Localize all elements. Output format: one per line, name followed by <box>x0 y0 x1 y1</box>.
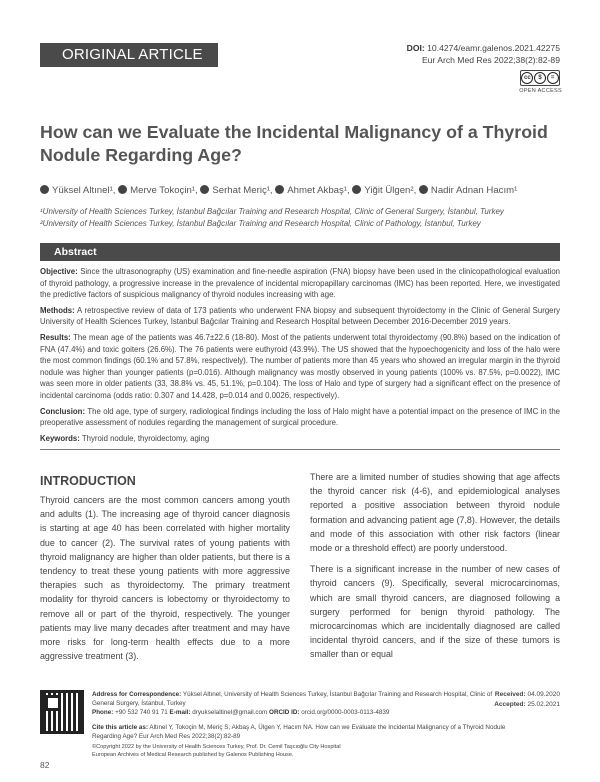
affiliation: ¹University of Health Sciences Turkey, İstanbul Bağcılar Training and Research Hospital, Clinic of General Surgery, İstanbul, Turkey <box>40 207 504 216</box>
abstract-body <box>40 266 560 448</box>
orcid-icon[interactable] <box>118 185 127 194</box>
article-title: How can we Evaluate the Incidental Malignancy of a Thyroid Nodule Regarding Age? <box>40 122 548 165</box>
orcid-icon[interactable] <box>40 185 49 194</box>
methods-label: Methods: <box>40 305 75 315</box>
left-column <box>40 493 290 670</box>
citation <box>92 723 512 741</box>
cc-license-icon: cc $ = <box>520 70 560 86</box>
affiliation: ²University of Health Sciences Turkey, İstanbul Bağcılar Training and Research Hospital, Clinic of Pathology, İstanbul, Turkey <box>40 219 481 228</box>
author: Serhat Meriç¹, <box>212 185 273 196</box>
conclusion-label: Conclusion: <box>40 406 86 416</box>
abstract-heading: Abstract <box>40 243 560 261</box>
correspondence-label: Address for Correspondence: <box>92 691 182 698</box>
doi-label: DOI: <box>406 43 425 53</box>
keywords-text: Thyroid nodule, thyroidectomy, aging <box>81 433 210 443</box>
results-text: The mean age of the patients was 46.7±22.6 (18-80). Most of the patients underwent total thyroidectomy (90.8%) based on the indication of FNA (47.4%) and toxic goiters (26.6%). The 76 patients were euthyroid (43.9%). The US showed that the hypoechogenicity and loss of the halo were the most common findings (60.1% and 57.8%, respectively). The number of patients more than 45 years who showed an irregular margin in the thyroid nodule was higher than younger patients (p=0.016). Although malignancy was mostly observed in young patients (100% vs. 87.5%, p=0.0022), IMC was seen more in older patients (33, 38.8% vs. 45, 51.1%, p=0.104). The loss of Halo and type of surgery had a significant effect on the presence of incidental carcinoma (odds ratio: 0.307 and 14.428, p=0.014 and 0.0026, respectively). <box>40 332 560 400</box>
orcid-icon[interactable] <box>200 185 209 194</box>
received-label: Received: <box>494 691 526 698</box>
qr-code-icon <box>40 690 84 734</box>
paragraph: There is a significant increase in the number of new cases of thyroid cancers (9). Specifically, several microcarcinomas, which are small thyroid cancers, are diagnosed following a surgery performed for benign thyroid pathology. The microcarcinomas which are incidentally diagnosed are called incidental thyroid cancers, and if the size of these tumors is smaller than or equal <box>310 564 560 660</box>
correspondence <box>92 690 512 717</box>
paragraph: Thyroid cancers are the most common cancers among youth and adults (1). The increasing age of thyroid cancer diagnosis is starting at age 40 has been correlated with higher mortality due to cancer (2). The survival rates of young patients with thyroid malignancy are higher than older patients, but there is a tendency to treat these young patients with more aggressive therapies such as thyroidectomy. The primary treatment modality for thyroid cancers is lobectomy or thyroidectomy to remove all or part of the thyroid, respectively. The younger patients may live many decades after treatment and may have more risks for long-term health effects due to a more aggressive treatment (3). <box>40 495 290 662</box>
page-number: 82 <box>40 760 50 770</box>
correspondence-text: Yüksel Altınel, University of Health Sciences Turkey, İstanbul Bağcılar Training and Research Hospital, Clinic of General Surgery, İstanbul, Turkey <box>92 691 493 707</box>
received-date: 04.09.2020 <box>527 691 560 698</box>
author: Yiğit Ülgen², <box>364 185 417 196</box>
cite-label: Cite this article as: <box>92 724 148 731</box>
dates <box>494 690 560 710</box>
copyright <box>92 743 512 759</box>
objective-label: Objective: <box>40 267 78 276</box>
objective-text: Since the ultrasonography (US) examination and fine-needle aspiration (FNA) biopsy have been used in the clinicopathological evaluation of thyroid pathology, a progressive increase in the prevalence of incidental micropapillary carcinomas (IMC) has been reported. Here, we investigated the predictive factors of suspicious malignancy of thyroid nodules increasing with age. <box>40 267 560 300</box>
phone: +90 532 740 91 71 <box>115 709 168 716</box>
article-type-banner: ORIGINAL ARTICLE <box>40 43 218 67</box>
accepted-label: Accepted: <box>494 701 526 708</box>
orcid-icon[interactable] <box>419 185 428 194</box>
author: Ahmet Akbaş¹, <box>287 185 350 196</box>
accepted-date: 25.02.2021 <box>527 701 560 708</box>
email-label: E-mail: <box>169 709 191 716</box>
phone-label: Phone: <box>92 709 114 716</box>
doi-block <box>407 42 560 66</box>
email[interactable]: dryukselaltinel@gmail.com <box>192 709 268 716</box>
copyright-line: ©Copyright 2022 by the University of Health Sciences Turkey, Prof. Dr. Cemil Taşcıoğlu City Hospital <box>92 744 341 750</box>
journal-reference: Eur Arch Med Res 2022;38(2):82-89 <box>421 55 560 65</box>
author-list <box>40 185 560 197</box>
divider <box>40 449 560 450</box>
orcid-label: ORCID ID: <box>269 709 300 716</box>
cite-text: Altınel Y, Tokoçin M, Meriç S, Akbaş A, Ülgen Y, Hacım NA. How can we Evaluate the Incidental Malignancy of a Thyroid Nodule Regarding Age? Eur Arch Med Res 2022;38(2):82-89 <box>92 724 506 740</box>
paragraph: There are a limited number of studies showing that age affects the thyroid cancer risk (4-6), and epidemiological analyses reported a positive association between thyroid nodule formation and advancing patient age (7,8). However, the details and mode of this association with other risk factors (linear mode or a threshold effect) are poorly understood. <box>310 472 560 554</box>
introduction-heading: INTRODUCTION <box>40 474 136 488</box>
copyright-line: European Archives of Medical Research published by Galenos Publishing House. <box>92 752 294 758</box>
orcid-icon[interactable] <box>352 185 361 194</box>
doi-value[interactable]: 10.4274/eamr.galenos.2021.42275 <box>427 43 560 53</box>
author: Nadir Adnan Hacım¹ <box>430 185 518 196</box>
orcid-link[interactable]: orcid.org/0000-0003-0113-4839 <box>301 709 390 716</box>
methods-text: A retrospective review of data of 173 patients who underwent FNA biopsy and subsequent thyroidectomy in the Clinic of General Surgery University of Health Sciences Turkey, Istanbul Bağcılar Training and Research Hospital between December 2016-December 2019 years. <box>40 305 560 327</box>
right-column <box>310 470 560 669</box>
conclusion-text: The old age, type of surgery, radiological findings including the loss of Halo might have a potential impact on the presence of IMC in the preoperative assessment of nodules regarding the management of surgical procedure. <box>40 406 560 428</box>
author: Yüksel Altınel¹, <box>52 185 116 196</box>
orcid-icon[interactable] <box>275 185 284 194</box>
results-label: Results: <box>40 332 71 342</box>
author: Merve Tokoçin¹, <box>130 185 198 196</box>
open-access-label: OPEN ACCESS <box>519 88 562 94</box>
keywords-label: Keywords: <box>40 433 80 443</box>
